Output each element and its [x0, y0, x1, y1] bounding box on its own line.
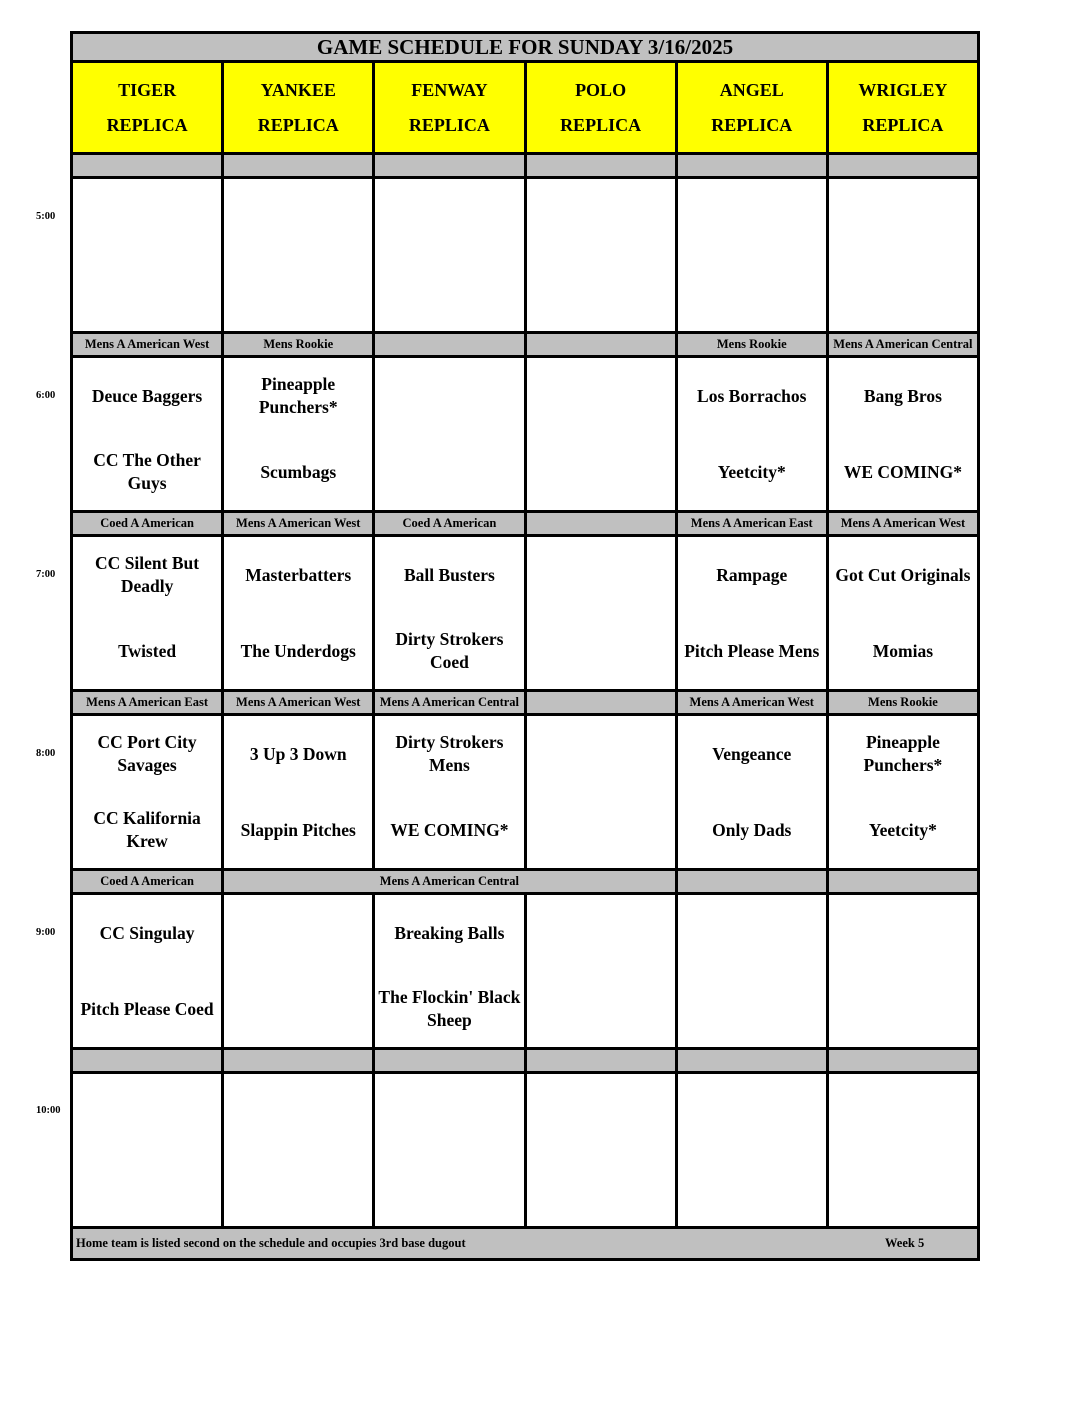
home-team: The Flockin' Black Sheep [378, 987, 521, 1030]
division-label [829, 871, 980, 895]
away-team [375, 179, 523, 255]
game-cell [73, 1074, 224, 1229]
game-cell [375, 537, 526, 692]
away-team: CC Singulay [99, 922, 195, 943]
away-team [224, 895, 372, 971]
field-wrigley: WRIGLEY REPLICA [829, 63, 980, 155]
home-team [73, 1150, 221, 1226]
away-team: Masterbatters [245, 564, 352, 585]
division-row [70, 1050, 980, 1074]
field-polo: POLO REPLICA [527, 63, 678, 155]
home-team [224, 1150, 372, 1226]
division-label: Mens A American West [224, 513, 375, 537]
away-team: Got Cut Originals [835, 564, 971, 585]
time-label-6: 6:00 [36, 390, 56, 401]
game-row [70, 895, 980, 1050]
home-team [678, 971, 826, 1047]
field-yankee: YANKEE REPLICA [224, 63, 375, 155]
game-cell [375, 716, 526, 871]
footer-note: Home team is listed second on the schedule and occupies 3rd base dugout [76, 1236, 466, 1250]
home-team [527, 613, 675, 689]
footer-bar [70, 1229, 980, 1261]
game-cell [224, 537, 375, 692]
game-cell [527, 895, 678, 1050]
division-label [73, 155, 224, 179]
game-cell [829, 358, 980, 513]
away-team: Breaking Balls [394, 922, 505, 943]
game-cell [829, 537, 980, 692]
game-cell [224, 358, 375, 513]
game-cell [375, 1074, 526, 1229]
time-label-5: 5:00 [36, 211, 56, 222]
game-cell [73, 358, 224, 513]
away-team: Bang Bros [863, 385, 942, 406]
game-row [70, 716, 980, 871]
away-team [527, 358, 675, 434]
away-team [527, 1074, 675, 1150]
away-team: CC Silent But Deadly [95, 553, 200, 596]
game-cell [678, 716, 829, 871]
away-team [73, 1074, 221, 1150]
home-team [224, 971, 372, 1047]
division-row [70, 692, 980, 716]
home-team: CC The Other Guys [93, 450, 201, 493]
division-label: Mens A American West [73, 334, 224, 358]
away-team [678, 179, 826, 255]
home-team: Pitch Please Mens [684, 640, 820, 661]
game-cell [829, 716, 980, 871]
division-label [375, 1050, 526, 1074]
time-label-9: 9:00 [36, 927, 56, 938]
division-label [224, 155, 375, 179]
away-team [527, 716, 675, 792]
game-cell [73, 537, 224, 692]
division-label [375, 334, 526, 358]
home-team: Only Dads [712, 819, 792, 840]
home-team: CC Kalifornia Krew [93, 808, 201, 851]
division-label: Mens A American West [829, 513, 980, 537]
division-label: Mens A American Central [224, 871, 678, 895]
field-tiger: TIGER REPLICA [73, 63, 224, 155]
home-team: Yeetcity* [717, 461, 786, 482]
game-cell [527, 358, 678, 513]
division-label [527, 334, 678, 358]
game-cell [224, 179, 375, 334]
home-team: The Underdogs [240, 640, 356, 661]
home-team [678, 1150, 826, 1226]
time-label-10: 10:00 [36, 1105, 61, 1116]
home-team [73, 255, 221, 331]
division-label: Mens A American West [224, 692, 375, 716]
home-team [527, 434, 675, 510]
week-label: Week 5 [885, 1236, 925, 1250]
game-cell [678, 358, 829, 513]
game-cell [73, 895, 224, 1050]
game-cell [73, 179, 224, 334]
game-cell [527, 716, 678, 871]
away-team: Dirty Strokers Mens [395, 732, 504, 775]
division-label [829, 155, 980, 179]
game-cell [224, 1074, 375, 1229]
home-team: Dirty Strokers Coed [395, 629, 504, 672]
home-team [527, 792, 675, 868]
division-label: Mens A American Central [829, 334, 980, 358]
game-row [70, 358, 980, 513]
home-team: WE COMING* [843, 461, 962, 482]
game-cell [375, 895, 526, 1050]
division-row [70, 513, 980, 537]
division-label [527, 155, 678, 179]
away-team: CC Port City Savages [97, 732, 197, 775]
game-cell [224, 716, 375, 871]
away-team [375, 1074, 523, 1150]
away-team [829, 1074, 977, 1150]
division-row [70, 155, 980, 179]
home-team [375, 1150, 523, 1226]
time-label-7: 7:00 [36, 569, 56, 580]
home-team: Twisted [118, 640, 177, 661]
home-team: Pitch Please Coed [80, 998, 214, 1019]
division-label: Coed A American [73, 513, 224, 537]
game-cell [73, 716, 224, 871]
game-cell [375, 179, 526, 334]
home-team [829, 1150, 977, 1226]
home-team [829, 255, 977, 331]
away-team [224, 179, 372, 255]
division-label: Coed A American [375, 513, 526, 537]
game-cell [527, 179, 678, 334]
away-team: Deuce Baggers [91, 385, 203, 406]
division-label: Mens A American East [678, 513, 829, 537]
home-team [527, 1150, 675, 1226]
division-label [829, 1050, 980, 1074]
game-cell [829, 1074, 980, 1229]
game-cell [375, 358, 526, 513]
home-team [375, 434, 523, 510]
game-cell [829, 895, 980, 1050]
away-team [678, 895, 826, 971]
away-team: 3 Up 3 Down [249, 743, 347, 764]
home-team [224, 255, 372, 331]
field-fenway: FENWAY REPLICA [375, 63, 526, 155]
division-label: Mens Rookie [829, 692, 980, 716]
home-team [375, 255, 523, 331]
schedule-table [70, 31, 980, 1261]
division-label [678, 871, 829, 895]
division-label [527, 1050, 678, 1074]
away-team [829, 179, 977, 255]
away-team [527, 179, 675, 255]
away-team [224, 1074, 372, 1150]
division-label: Mens Rookie [224, 334, 375, 358]
game-cell [527, 537, 678, 692]
away-team [829, 895, 977, 971]
home-team: WE COMING* [390, 819, 509, 840]
division-label [527, 692, 678, 716]
home-team [678, 255, 826, 331]
home-team [829, 971, 977, 1047]
division-label: Mens Rookie [678, 334, 829, 358]
away-team [527, 537, 675, 613]
division-row [70, 334, 980, 358]
home-team: Yeetcity* [868, 819, 937, 840]
field-angel: ANGEL REPLICA [678, 63, 829, 155]
game-cell [678, 1074, 829, 1229]
division-label: Mens A American East [73, 692, 224, 716]
division-label: Mens A American West [678, 692, 829, 716]
home-team [527, 255, 675, 331]
game-cell [678, 179, 829, 334]
away-team [678, 1074, 826, 1150]
division-label [678, 155, 829, 179]
division-label [375, 155, 526, 179]
game-row [70, 537, 980, 692]
game-cell [678, 537, 829, 692]
division-label [73, 1050, 224, 1074]
time-label-8: 8:00 [36, 748, 56, 759]
division-row [70, 871, 980, 895]
game-row [70, 1074, 980, 1229]
away-team: Vengeance [712, 743, 792, 764]
away-team: Los Borrachos [697, 385, 807, 406]
away-team [73, 179, 221, 255]
game-cell [829, 179, 980, 334]
away-team: Pineapple Punchers* [258, 374, 338, 417]
game-cell [224, 895, 375, 1050]
away-team [375, 358, 523, 434]
away-team: Ball Busters [403, 564, 495, 585]
division-label [678, 1050, 829, 1074]
game-cell [527, 1074, 678, 1229]
division-label [224, 1050, 375, 1074]
home-team [527, 971, 675, 1047]
away-team: Rampage [716, 564, 788, 585]
page-title: GAME SCHEDULE FOR SUNDAY 3/16/2025 [70, 31, 980, 63]
division-label: Mens A American Central [375, 692, 526, 716]
game-row [70, 179, 980, 334]
field-header-row [70, 63, 980, 155]
away-team [527, 895, 675, 971]
game-cell [678, 895, 829, 1050]
home-team: Momias [872, 640, 934, 661]
away-team: Pineapple Punchers* [863, 732, 943, 775]
home-team: Slappin Pitches [240, 819, 356, 840]
division-label [527, 513, 678, 537]
division-label: Coed A American [73, 871, 224, 895]
home-team: Scumbags [260, 461, 337, 482]
